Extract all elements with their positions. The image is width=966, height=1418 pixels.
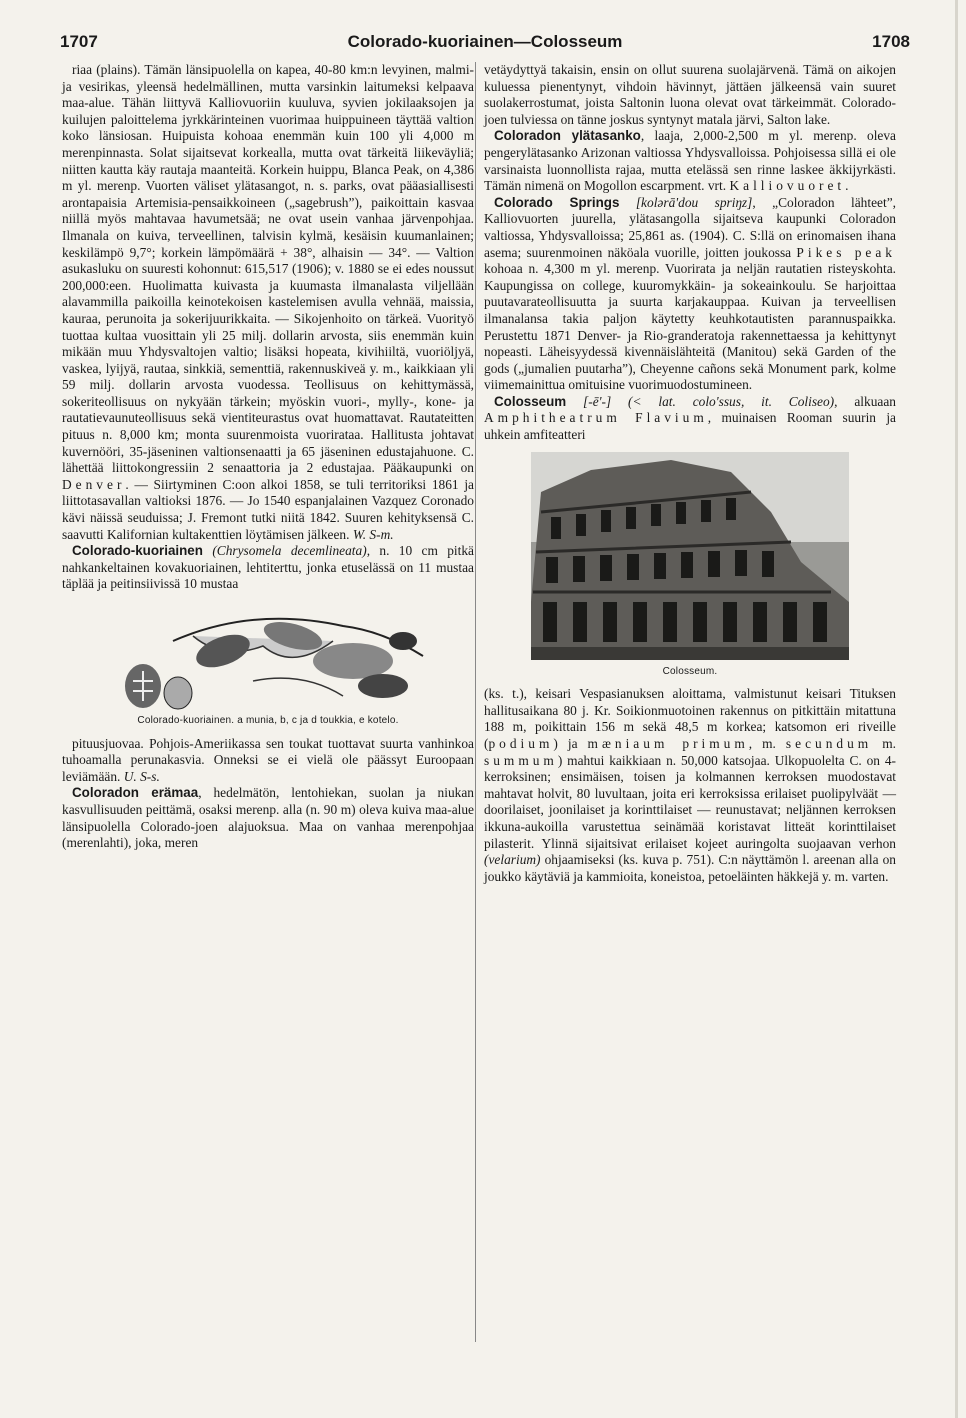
- right-column: [484, 62, 896, 885]
- colosseum-figure-caption: Colosseum.: [662, 665, 718, 677]
- beetle-continued: pituusjuovaa. Pohjois-Ameriikassa sen toukat tuottavat suurta vanhinkoa tuhoamalla perunakasvia. Onneksi se ei vielä ole päässyt Euroopaan leviämään. U. S-s.: [62, 735, 474, 784]
- beetle-illustration: [103, 601, 433, 711]
- plateau-entry: Coloradon ylätasanko, laaja, 2,000-2,500 m yl. merenp. oleva pengerylätasanko Arizonan valtiossa Yhdysvalloissa. Pohjoisessa sillä ei ole varsinaista luonnollista rajaa, mutta etelässä sen rinne laskee äkkijyrkästi. Tämän nimenä on Mogollon escarpment. vrt. Kalliovuoret.: [484, 128, 896, 194]
- springs-entry: Colorado Springs [kolərā'dou spriŋz], „Coloradon lähteet”, Kalliovuorten juurella, ylätasangolla sijaitseva kaupunki Coloradon valtiossa, Yhdysvalloissa; 25,861 as. (1904). C. S:llä on erinomaisen ihana asema; suurenmoinen näköala vuorille, joitten joukossa Pikes peak kohoaa n. 4,300 m yl. merenp. Vuorirata ja neljän rautatien risteyskohta. Kaupungissa on college, kuuromykkäin- ja sokeainkoulu. Se harjoittaa puutavarateollisuutta ja suurta karjakauppaa. Kuivan ja terveellisen ilmanalansa takia paljon käytetty keuhkotautisten parannuspaikka. Perustettu 1871 Denver- ja Rio-granderatoja rakennettaessa ja kehittynyt nopeasti. Läheisyydessä kivennäislähteitä (Manitou) sekä Garden of the gods („jumalien puutarha”), Cheyenne cañons sekä Monument park, kolme viimemainittua omituisine vuorimuodostumineen.: [484, 194, 896, 393]
- colorado-state-paragraph: riaa (plains). Tämän länsipuolella on kapea, 40-80 km:n levyinen, malmi- ja vesirikas, yleensä hedelmällinen, mutta varsinkin laitumeksi kelpaava maa-alue. Tähän liittyvä Kalliovuoriin kuuluva, syvien jokilaaksojen ja kuilujen paloittelema jyrkkärinteinen vuorimaa huippuineen täyttää valtion koko länsiosan. Huipuista kohoaa enemmän kuin 100 yli 4,000 m merenpinnasta. Solat sijaitsevat korkealla, mutta ovat tärkeitä liikeväyliä; niitten kautta käy rautaja maanteitä. Korkein huippu, Blanca Peak, on 4,386 m yl. merenp. Vuorten väliset ylätasangot, n. s. parks, ovat pääasiallisesti arontapaisia Artemisia-pensaikkoineen („sagebrush”), paikoittain kasvaa niillä myös mahtavaa havumetsää; ne ovat usein vanhaa järvenpohjaa. Ilmanala on kuiva, terveellinen, talvisin kylmä, kesäisin kuumanlainen; keskilämpö 9,7°; korkein lämpömäärä + 38°, alhaisin — 34°. — Valtion asukasluku on suuresti kohonnut: 615,517 (1906); v. 1880 se ei edes noussut 200,000:een. Huolimatta kuivasta ja kuumasta ilmanalasta viljellään alavammilla paikoilla keinotekoisen kastelemisen avulla vehnää, maissia, kauraa, perunoita ja sokerijuurikkaita. — Sikojenhoito on tärkeä. Vuorityö tuottaa kultaa vuosittain yli 25 milj. dollarin arvosta, siis enemmän kuin mikään muu Yhdysvaltojen valtio; lisäksi hopeata, kivihiiltä, vuoriöljyä, vaskea, lyijyä, rautaa, sinkkiä, sementtiä, rakennuskiveä y. m., kaikkiaan yli 59 milj. dollarin arvosta vuodessa. Teollisuus on kehittymässä, sokeriteollisuus on nykyään tärkein; myöskin vuori-, mylly-, kone- ja rautatievaunuteollisuus sekä vientiteurastus ovat huomattavat. Rautateitten pituus n. 8,000 km; monta suurenmoista vuorirataa. Hallitusta johtavat kuvernööri, 35-jäseninen valtionsenaatti ja 65 jäseninen edustajahuone. C. lähettää liittokongressiin 2 senaattoria ja 2 edustajaa. Pääkaupunki on Denver. — Siirtyminen C:oon alkoi 1858, se tuli territoriksi 1861 ja liittotasavallan valtioksi 1876. — Jo 1540 espanjalainen Vazquez Coronado kävi näissä seuduissa; J. Fremont tutki niitä 1842. Suuren kehityksensä C. saavutti Kalifornian kultakenttien löytämisen jälkeen. W. S-m.: [62, 62, 474, 542]
- page-number-left: 1707: [60, 32, 98, 51]
- beetle-entry: Colorado-kuoriainen (Chrysomela decemlineata), n. 10 cm pitkä nahkankeltainen kovakuoriainen, lehtiterttu, jonka etuselässä on 11 mustaa täplää ja peitinsiivissä 10 mustaa: [62, 543, 474, 592]
- colosseum-photo: [531, 452, 849, 660]
- page-header: [60, 32, 910, 54]
- column-divider: [475, 62, 476, 1342]
- desert-continued: vetäydyttyä takaisin, ensin on ollut suurena suolajärvenä. Tämä on aikojen kuluessa pienentynyt, vihdoin hävinnyt, jättäen jälkeensä vain suuret suolakerrostumat, joista Saltonin luona olevat ovat tärkeimmät. Colorado-joen tulviessa on tänne joskus syntynyt matala järvi, Salton lake.: [484, 62, 896, 127]
- page-title: Colorado-kuoriainen—Colosseum: [347, 32, 623, 51]
- beetle-figure-caption: Colorado-kuoriainen. a munia, b, c ja d toukkia, e kotelo.: [137, 715, 399, 726]
- desert-entry: Coloradon erämaa, hedelmätön, lentohiekan, suolan ja niukan kasvullisuuden peittämä, osaksi merenp. alla (n. 90 m) oleva kuiva maa-alue länsipuolella Colorado-joen alajuoksua. Maa on vanhaa merenpohjaa (merenlahti), joka, meren: [62, 785, 474, 851]
- page-number-right: 1708: [872, 32, 910, 51]
- colosseum-entry: Colosseum [-ē'-] (< lat. colo'ssus, it. Coliseo), alkuaan Amphitheatrum Flavium, muinaisen Rooman suurin ja uhkein amfiteatteri: [484, 393, 896, 443]
- left-column: [62, 62, 474, 852]
- colosseum-continued: (ks. t.), keisari Vespasianuksen aloittama, valmistunut keisari Tituksen hallitusaikana 80 j. Kr. Soikionmuotoinen rakennus on pitkittäin mitattuna 188 m, poikittain 156 m sekä 48,5 m korkea; katsomon eri riveille (podium) ja mæniaum primum, m. secundum m. summum) mahtui kaikkiaan n. 50,000 katsojaa. Ulkopuolelta C. on 4-kerroksinen; ensimäisen, toisen ja kolmannen kerroksen muodostavat mahtavat holvit, 80 luvultaan, joita eri kerroksissa erilaiset puolipylväät — doorilaiset, joonilaiset ja korinttilaiset — reunustavat; neljännen kerroksen ikkuna-aukoilla varustettua seinämää koristavat litteät korinttilaiset pilasterit. Ylinnä sijaitsivat erilaiset kojeet auringolta suojaavan verhon (velarium) ohjaamiseksi (ks. kuva p. 751). C:n näyttämön l. areenan alla on joukko käytäviä ja kammioita, koneistoa, petoeläinten häkkejä y. m. varten.: [484, 686, 896, 884]
- page-edge: [955, 0, 958, 1418]
